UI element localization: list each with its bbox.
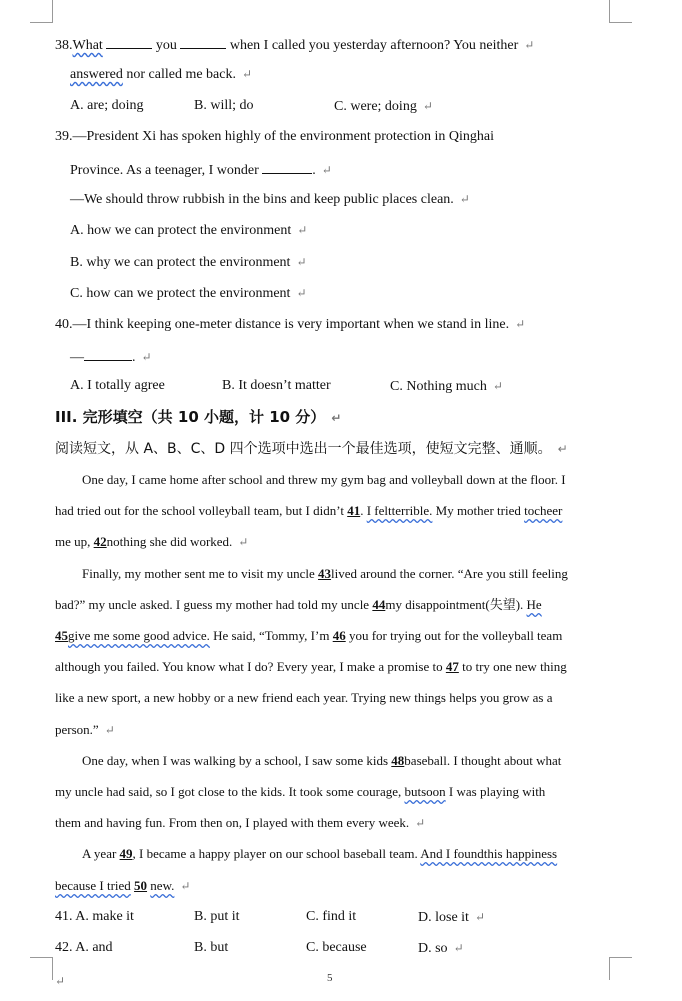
blank-43: 43 [318, 566, 332, 581]
blank-50: 50 [134, 878, 148, 893]
question-40-line-2 [70, 346, 152, 367]
q39-option-b [70, 253, 307, 272]
passage-p2-line-6 [55, 721, 115, 739]
passage-text: I was playing with [448, 784, 546, 799]
q41-option-c: C. find it [306, 909, 357, 924]
q42-option-a: 42. A. and [55, 940, 113, 955]
section-3-instruction-text: 阅读短文，从 A、B、C、D 四个选项中选出一个最佳选项，使短文完整、通顺。 [55, 441, 552, 457]
section-3-heading-text: III. 完形填空（共 10 小题，计 10 分） [55, 408, 326, 426]
passage-p3-line-3 [55, 814, 425, 832]
passage-text: my disappointment(失望). [385, 597, 524, 612]
paragraph-mark-icon: ↵ [296, 286, 307, 300]
passage-p2-line-5 [55, 689, 553, 707]
passage-text: give me some good advice. [68, 628, 210, 643]
passage-p4-line-2 [55, 877, 190, 895]
q40-text-1: 40.—I think keeping one-meter distance is very important when we stand in line. [55, 317, 510, 332]
q40-blank [84, 346, 132, 361]
paragraph-mark-icon: ↵ [331, 411, 342, 425]
q41-option-b: B. put it [194, 909, 240, 924]
q40-option-b: B. It doesn’t matter [222, 378, 331, 393]
passage-p2-line-3 [55, 627, 562, 645]
q38-option-a: A. are; doing [70, 98, 144, 113]
paragraph-mark-icon: ↵ [524, 38, 535, 52]
passage-text: you for trying out for the volleyball team [348, 628, 563, 643]
q42-option-d [418, 939, 464, 958]
blank-49: 49 [119, 846, 133, 861]
paragraph-mark-icon: ↵ [242, 67, 253, 81]
passage-p3-line-2 [55, 783, 545, 801]
question-39-line-2 [70, 159, 332, 180]
passage-text: One day, when I was walking by a school, I saw some kids [82, 753, 389, 768]
paragraph-mark-icon: ↵ [492, 379, 503, 393]
corner-mark-bottom-right [609, 957, 632, 980]
passage-text: like a new sport, a new hobby or a new friend each year. Trying new things helps you grow as a [55, 690, 553, 705]
q39-option-b-text: B. why we can protect the environment [70, 255, 291, 270]
passage-p2-line-1 [82, 565, 568, 583]
question-39-line-1 [55, 128, 494, 146]
passage-text: to try one new thing [462, 659, 567, 674]
q38-number: 38. [55, 38, 73, 53]
passage-text: tocheer [524, 503, 563, 518]
passage-text: A year [82, 846, 117, 861]
paragraph-mark-icon: ↵ [55, 974, 66, 988]
q39-option-a [70, 221, 307, 240]
q42-option-c: C. because [306, 940, 367, 955]
passage-text: I feltterrible. [366, 503, 433, 518]
blank-47: 47 [445, 659, 459, 674]
q38-text-2: nor called me back. [126, 67, 236, 82]
paragraph-mark-icon: ↵ [321, 163, 332, 177]
paragraph-mark-icon: ↵ [557, 442, 568, 456]
q38-option-b: B. will; do [194, 98, 254, 113]
paragraph-mark-icon: ↵ [453, 941, 464, 955]
passage-text: my uncle had said, so I got close to the kids. It took some courage, [55, 784, 402, 799]
corner-mark-top-left [30, 0, 53, 23]
blank-41: 41 [347, 503, 361, 518]
passage-p1-line-1 [82, 471, 566, 489]
passage-text: baseball. I thought about what [404, 753, 562, 768]
q41-option-a: 41. A. make it [55, 909, 134, 924]
paragraph-mark-icon: ↵ [238, 535, 249, 549]
passage-text: One day, I came home after school and threw my gym bag and volleyball down at the floor. I [82, 472, 566, 487]
blank-42: 42 [93, 534, 107, 549]
passage-text: lived around the corner. “Are you still feeling [331, 566, 568, 581]
q39-option-a-text: A. how we can protect the environment [70, 223, 292, 238]
passage-text: because I tried [55, 878, 131, 893]
passage-p2-line-4 [55, 658, 567, 676]
q39-option-c-text: C. how can we protect the environment [70, 286, 291, 301]
passage-text: And I foundthis happiness [420, 846, 558, 861]
q38-option-c-text: C. were; doing [334, 99, 417, 114]
paragraph-mark-icon: ↵ [474, 910, 486, 924]
q41-option-d [418, 908, 485, 927]
q39-text-3: —We should throw rubbish in the bins and keep public places clean. [70, 192, 454, 207]
paragraph-mark-icon: ↵ [422, 99, 433, 113]
q39-text-2: Province. As a teenager, I wonder [70, 163, 259, 178]
q40-dash: — [70, 350, 84, 365]
passage-text: He [526, 597, 542, 612]
passage-text: although you failed. You know what I do? Every year, I make a promise to [55, 659, 443, 674]
passage-text: bad?” my uncle asked. I guess my mother had told my uncle [55, 597, 370, 612]
q40-option-c-text: C. Nothing much [390, 379, 487, 394]
question-40-line-1 [55, 315, 525, 334]
section-3-heading [55, 408, 341, 427]
passage-p1-line-3 [55, 533, 248, 551]
corner-mark-bottom-left [30, 957, 53, 980]
paragraph-mark-icon: ↵ [296, 255, 307, 269]
section-3-instruction [55, 440, 568, 458]
q39-period: . [312, 163, 316, 178]
blank-46: 46 [332, 628, 346, 643]
blank-44: 44 [372, 597, 386, 612]
paragraph-mark-icon: ↵ [515, 317, 526, 331]
passage-text: He said, “Tommy, I’m [213, 628, 330, 643]
paragraph-mark-icon: ↵ [415, 816, 426, 830]
passage-p2-line-2 [55, 596, 542, 614]
q41-option-d-text: D. lose it [418, 910, 469, 925]
q39-option-c [70, 284, 307, 303]
question-38-line-1 [55, 34, 534, 55]
q39-blank [262, 159, 312, 174]
passage-text: nothing she did worked. [106, 534, 233, 549]
passage-p4-line-1 [82, 845, 557, 863]
passage-text: , I became a happy player on our school baseball team. [132, 846, 418, 861]
q38-option-c [334, 97, 433, 116]
q42-option-d-text: D. so [418, 941, 448, 956]
corner-mark-top-right [609, 0, 632, 23]
passage-text: My mother tried [435, 503, 521, 518]
passage-text: . [360, 503, 364, 518]
q38-word-what: What [72, 38, 103, 53]
passage-text: me up, [55, 534, 91, 549]
question-38-line-2 [70, 65, 252, 84]
blank-48: 48 [391, 753, 405, 768]
paragraph-mark-icon: ↵ [104, 723, 115, 737]
q38-word-answered: answered [70, 67, 123, 82]
q38-blank-1 [106, 34, 152, 49]
q40-period: . [132, 350, 136, 365]
q40-option-c [390, 377, 503, 396]
passage-text: new. [150, 878, 175, 893]
page-number: 5 [327, 972, 333, 984]
passage-text: had tried out for the school volleyball team, but I didn’t [55, 503, 344, 518]
question-39-line-3 [70, 190, 470, 209]
passage-p3-line-1 [82, 752, 561, 770]
q39-text-1: 39.—President Xi has spoken highly of the environment protection in Qinghai [55, 129, 494, 144]
q40-option-a: A. I totally agree [70, 378, 165, 393]
passage-p1-line-2 [55, 502, 562, 520]
paragraph-mark-icon: ↵ [141, 350, 152, 364]
passage-text: person.” [55, 722, 99, 737]
paragraph-mark-icon: ↵ [459, 192, 470, 206]
q42-option-b: B. but [194, 940, 229, 955]
passage-text: Finally, my mother sent me to visit my uncle [82, 566, 315, 581]
q38-word-you: you [155, 38, 177, 53]
passage-text: them and having fun. From then on, I played with them every week. [55, 815, 410, 830]
passage-text: butsoon [404, 784, 446, 799]
blank-45: 45 [55, 628, 68, 643]
paragraph-mark-icon: ↵ [297, 223, 308, 237]
q38-text: when I called you yesterday afternoon? You neither [229, 38, 519, 53]
paragraph-mark-icon: ↵ [180, 879, 191, 893]
q38-blank-2 [180, 34, 226, 49]
